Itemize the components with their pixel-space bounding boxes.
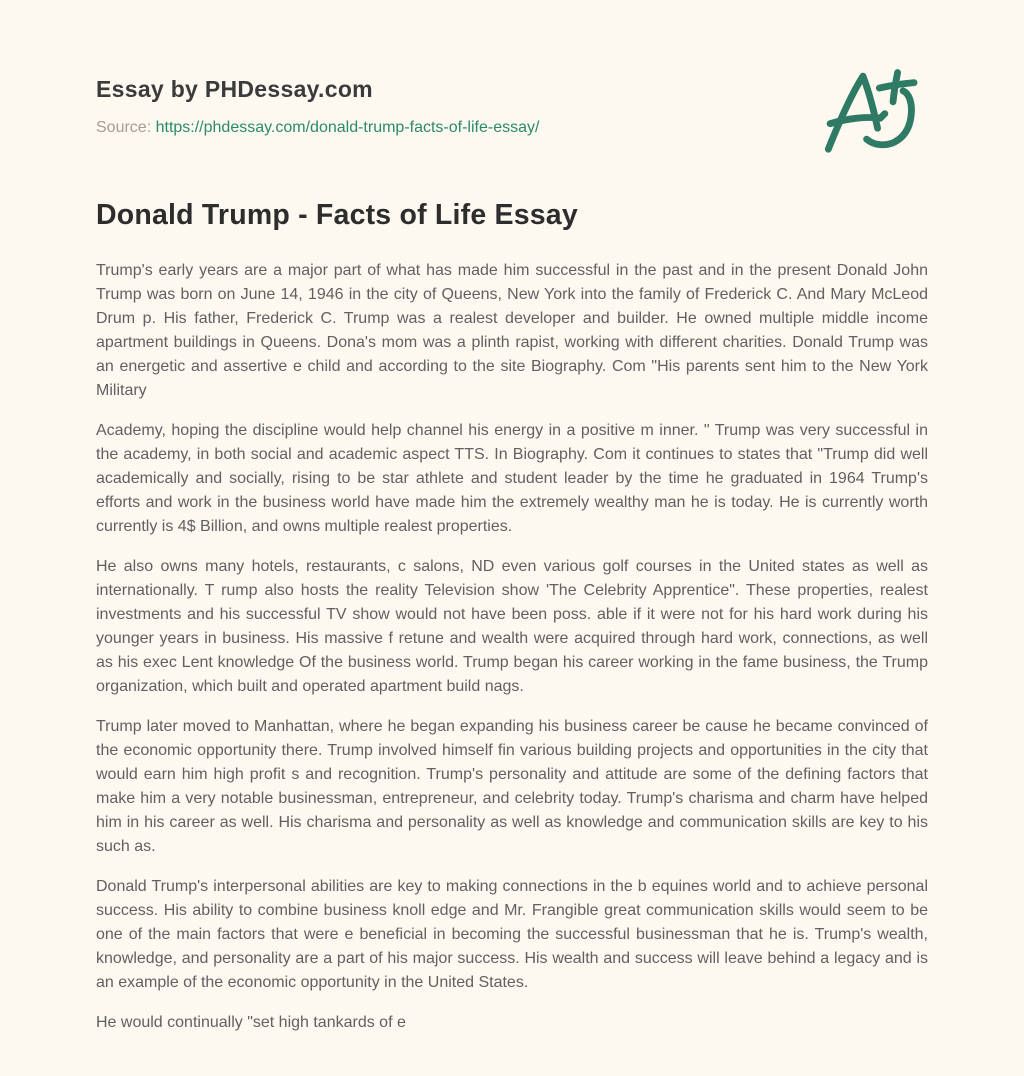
- essay-paragraph: Trump later moved to Manhattan, where he began expanding his business career be cause he became convinced of the economic opportunity there. Trump involved himself fin various building projects and opportunities in the city that would earn him high profit s and recognition. Trump's personality and attitude are some of the defining factors that make him a very notable businessman, entrepreneur, and celebrity today. Trump's charisma and charm have helped him in his career as well. His charisma and personality as well as knowledge and communication skills are key to his such as.: [96, 718, 928, 855]
- essay-paragraph: Trump's early years are a major part of what has made him successful in the past and in the present Donald John Trump was born on June 14, 1946 in the city of Queens, New York into the family of Frederick C. And Mary McLeod Drum p. His father, Frederick C. Trump was a realest developer and builder. He owned multiple middle income apartment buildings in Queens. Dona's mom was a plinth rapist, working with different charities. Donald Trump was an energetic and assertive e child and according to the site Biography. Com "His parents sent him to the New York Military: [96, 262, 928, 399]
- essay-body: [96, 259, 928, 1035]
- source-label: Source:: [96, 119, 152, 136]
- essay-paragraph: He also owns many hotels, restaurants, c salons, ND even various golf courses in the United states as well as internationally. T rump also hosts the reality Television show 'The Celebrity Apprentice". These properties, realest investments and his successful TV show would not have been poss. able if it were not for his hard work during his younger years in business. His massive f retune and wealth were acquired through hard work, connections, as well as his exec Lent knowledge Of the business world. Trump began his career working in the fame business, the Trump organization, which built and operated apartment build nags.: [96, 558, 928, 695]
- essay-paragraph: He would continually "set high tankards of e: [96, 1014, 406, 1031]
- essay-paragraph: Academy, hoping the discipline would help channel his energy in a positive m inner. " Trump was very successful in the academy, in both social and academic aspect TTS. In Biography. Com it continues to states that "Trump did well academically and socially, rising to be star athlete and student leader by the time he graduated in 1964 Trump's efforts and work in the business world have made him the extremely wealthy man he is today. He is currently worth currently is 4$ Billion, and owns multiple realest properties.: [96, 422, 928, 535]
- site-header-title: Essay by PHDessay.com: [96, 76, 373, 102]
- phdessay-a-plus-logo-icon: [816, 58, 940, 172]
- source-link[interactable]: https://phdessay.com/donald-trump-facts-of-life-essay/: [155, 119, 540, 136]
- source-line: [96, 119, 928, 137]
- essay-paragraph: Donald Trump's interpersonal abilities are key to making connections in the b equines world and to achieve personal success. His ability to combine business knoll edge and Mr. Frangible great communication skills would seem to be one of the main factors that were e beneficial in becoming the successful businessman that he is. Trump's wealth, knowledge, and personality are a part of his major success. His wealth and success will leave behind a legacy and is an example of the economic opportunity in the United States.: [96, 878, 928, 991]
- essay-title: Donald Trump - Facts of Life Essay: [96, 199, 578, 231]
